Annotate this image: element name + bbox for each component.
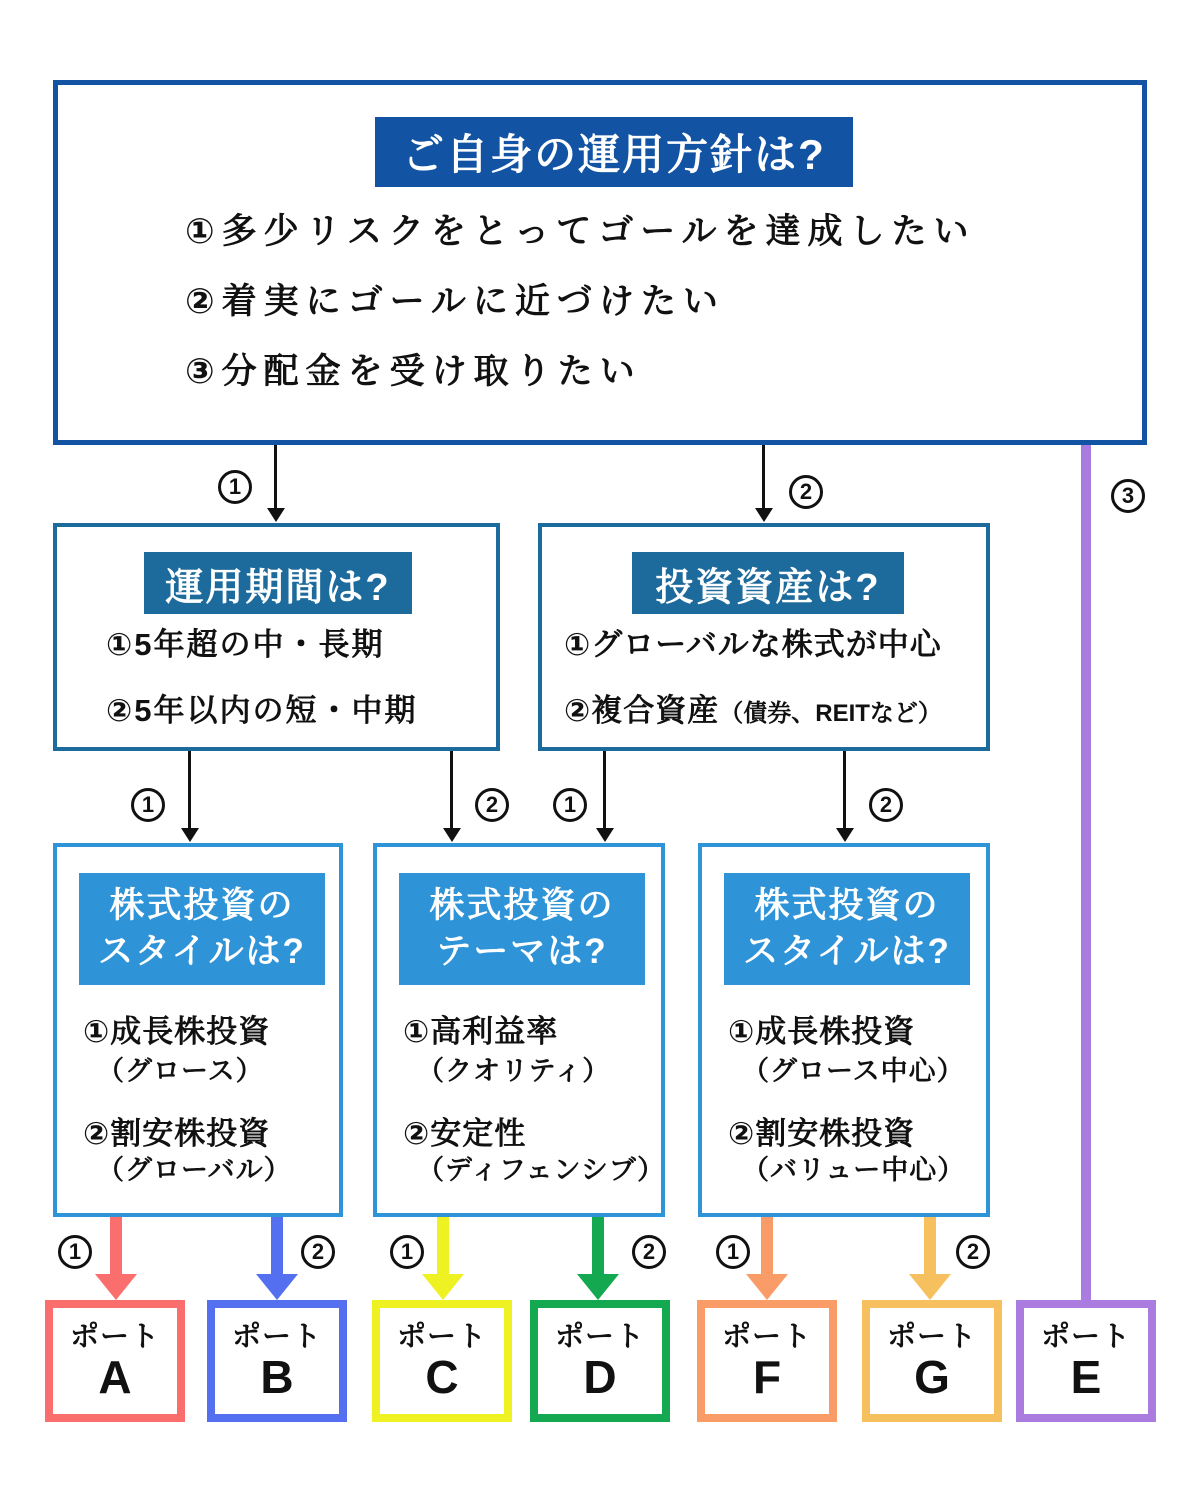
style-question-1-title	[79, 873, 325, 985]
period-option-2: ②5年以内の短・中期	[106, 693, 418, 728]
port-d-branch-label: 2	[632, 1235, 666, 1269]
theme-option-1-sub: （クオリティ）	[417, 1056, 611, 1086]
arrow-asset-2	[843, 751, 846, 829]
port-f-branch-label: 1	[716, 1235, 750, 1269]
asset-option-1: ①グローバルな株式が中心	[564, 627, 942, 662]
asset-branch-2-label: 2	[869, 788, 903, 822]
asset-option-2-main: ②複合資産	[564, 693, 720, 728]
arrow-asset-1	[603, 751, 606, 829]
theme-option-1: ①高利益率	[403, 1014, 559, 1049]
port-c-letter: C	[425, 1350, 459, 1403]
period-branch-1-label: 1	[131, 788, 165, 822]
port-c-name: ポート	[396, 1320, 487, 1353]
port-d-name: ポート	[554, 1320, 645, 1353]
style1-option-2-sub: （グローバル）	[97, 1155, 292, 1185]
port-c-branch-label: 1	[390, 1235, 424, 1269]
style2-option-1-sub: （グロース中心）	[742, 1056, 965, 1086]
port-a-branch-label: 1	[58, 1235, 92, 1269]
style-question-box-2	[698, 843, 990, 1217]
port-g-name: ポート	[886, 1320, 977, 1353]
arrow-branch-1	[274, 445, 277, 509]
arrow-branch-2	[762, 445, 765, 509]
branch-1-label: 1	[218, 470, 252, 504]
period-option-1: ①5年超の中・長期	[106, 627, 385, 662]
asset-question-box	[538, 523, 990, 751]
port-e-letter: E	[1070, 1350, 1102, 1403]
port-g-box	[862, 1300, 1002, 1422]
port-a-letter: A	[98, 1350, 132, 1403]
port-b-branch-label: 2	[301, 1235, 335, 1269]
style1-option-1: ①成長株投資	[83, 1014, 271, 1049]
branch-2-label: 2	[789, 475, 823, 509]
style1-option-2: ②割安株投資	[83, 1116, 271, 1151]
style-question-box-1	[53, 843, 343, 1217]
root-option-3: ③分配金を受け取りたい	[185, 352, 642, 391]
port-f-box	[697, 1300, 837, 1422]
branch-3-label: 3	[1111, 479, 1145, 513]
arrow-to-port-d	[592, 1217, 604, 1274]
port-a-box	[45, 1300, 185, 1422]
title-line-2: テーマは?	[436, 932, 608, 972]
port-c-box	[372, 1300, 512, 1422]
root-question-title: ご自身の運用方針は?	[375, 117, 853, 187]
style2-option-2: ②割安株投資	[728, 1116, 916, 1151]
arrow-to-port-g	[924, 1217, 936, 1274]
title-line-2: スタイルは?	[98, 932, 306, 972]
arrow-period-1	[188, 751, 191, 829]
port-b-letter: B	[260, 1350, 294, 1403]
arrow-period-2	[450, 751, 453, 829]
period-question-title: 運用期間は?	[144, 552, 412, 614]
theme-option-2: ②安定性	[403, 1116, 527, 1151]
port-f-letter: F	[752, 1350, 782, 1403]
root-option-1: ①多少リスクをとってゴールを達成したい	[185, 212, 976, 251]
period-question-box	[53, 523, 500, 751]
port-a-name: ポート	[69, 1320, 160, 1353]
theme-question-box	[373, 843, 665, 1217]
period-branch-2-label: 2	[475, 788, 509, 822]
port-e-name: ポート	[1040, 1320, 1131, 1353]
port-b-name: ポート	[231, 1320, 322, 1353]
line-branch-3-to-port-e	[1081, 445, 1091, 1300]
title-line-1: 株式投資の	[109, 886, 295, 925]
port-b-box	[207, 1300, 347, 1422]
asset-option-2-note: （債券、REITなど）	[719, 700, 942, 727]
asset-question-title: 投資資産は?	[632, 552, 904, 614]
style1-option-1-sub: （グロース）	[97, 1056, 264, 1086]
arrow-to-port-f	[761, 1217, 773, 1274]
root-option-2: ②着実にゴールに近づけたい	[185, 282, 725, 321]
style2-option-2-sub: （バリュー中心）	[742, 1155, 966, 1185]
style2-option-1: ①成長株投資	[728, 1014, 916, 1049]
arrow-to-port-a	[110, 1217, 122, 1274]
title-line-1: 株式投資の	[754, 886, 940, 925]
port-d-letter: D	[583, 1350, 617, 1403]
title-line-1: 株式投資の	[429, 886, 615, 925]
asset-option-2	[564, 692, 942, 733]
arrow-to-port-c	[437, 1217, 449, 1274]
root-question-box	[53, 80, 1147, 445]
port-f-name: ポート	[721, 1320, 812, 1353]
port-g-branch-label: 2	[956, 1235, 990, 1269]
style-question-2-title	[724, 873, 970, 985]
port-d-box	[530, 1300, 670, 1422]
theme-option-2-sub: （ディフェンシブ）	[417, 1155, 666, 1185]
port-g-letter: G	[914, 1350, 950, 1403]
title-line-2: スタイルは?	[743, 932, 951, 972]
port-e-box	[1016, 1300, 1156, 1422]
asset-branch-1-label: 1	[553, 788, 587, 822]
arrow-to-port-b	[271, 1217, 283, 1274]
theme-question-title	[399, 873, 645, 985]
